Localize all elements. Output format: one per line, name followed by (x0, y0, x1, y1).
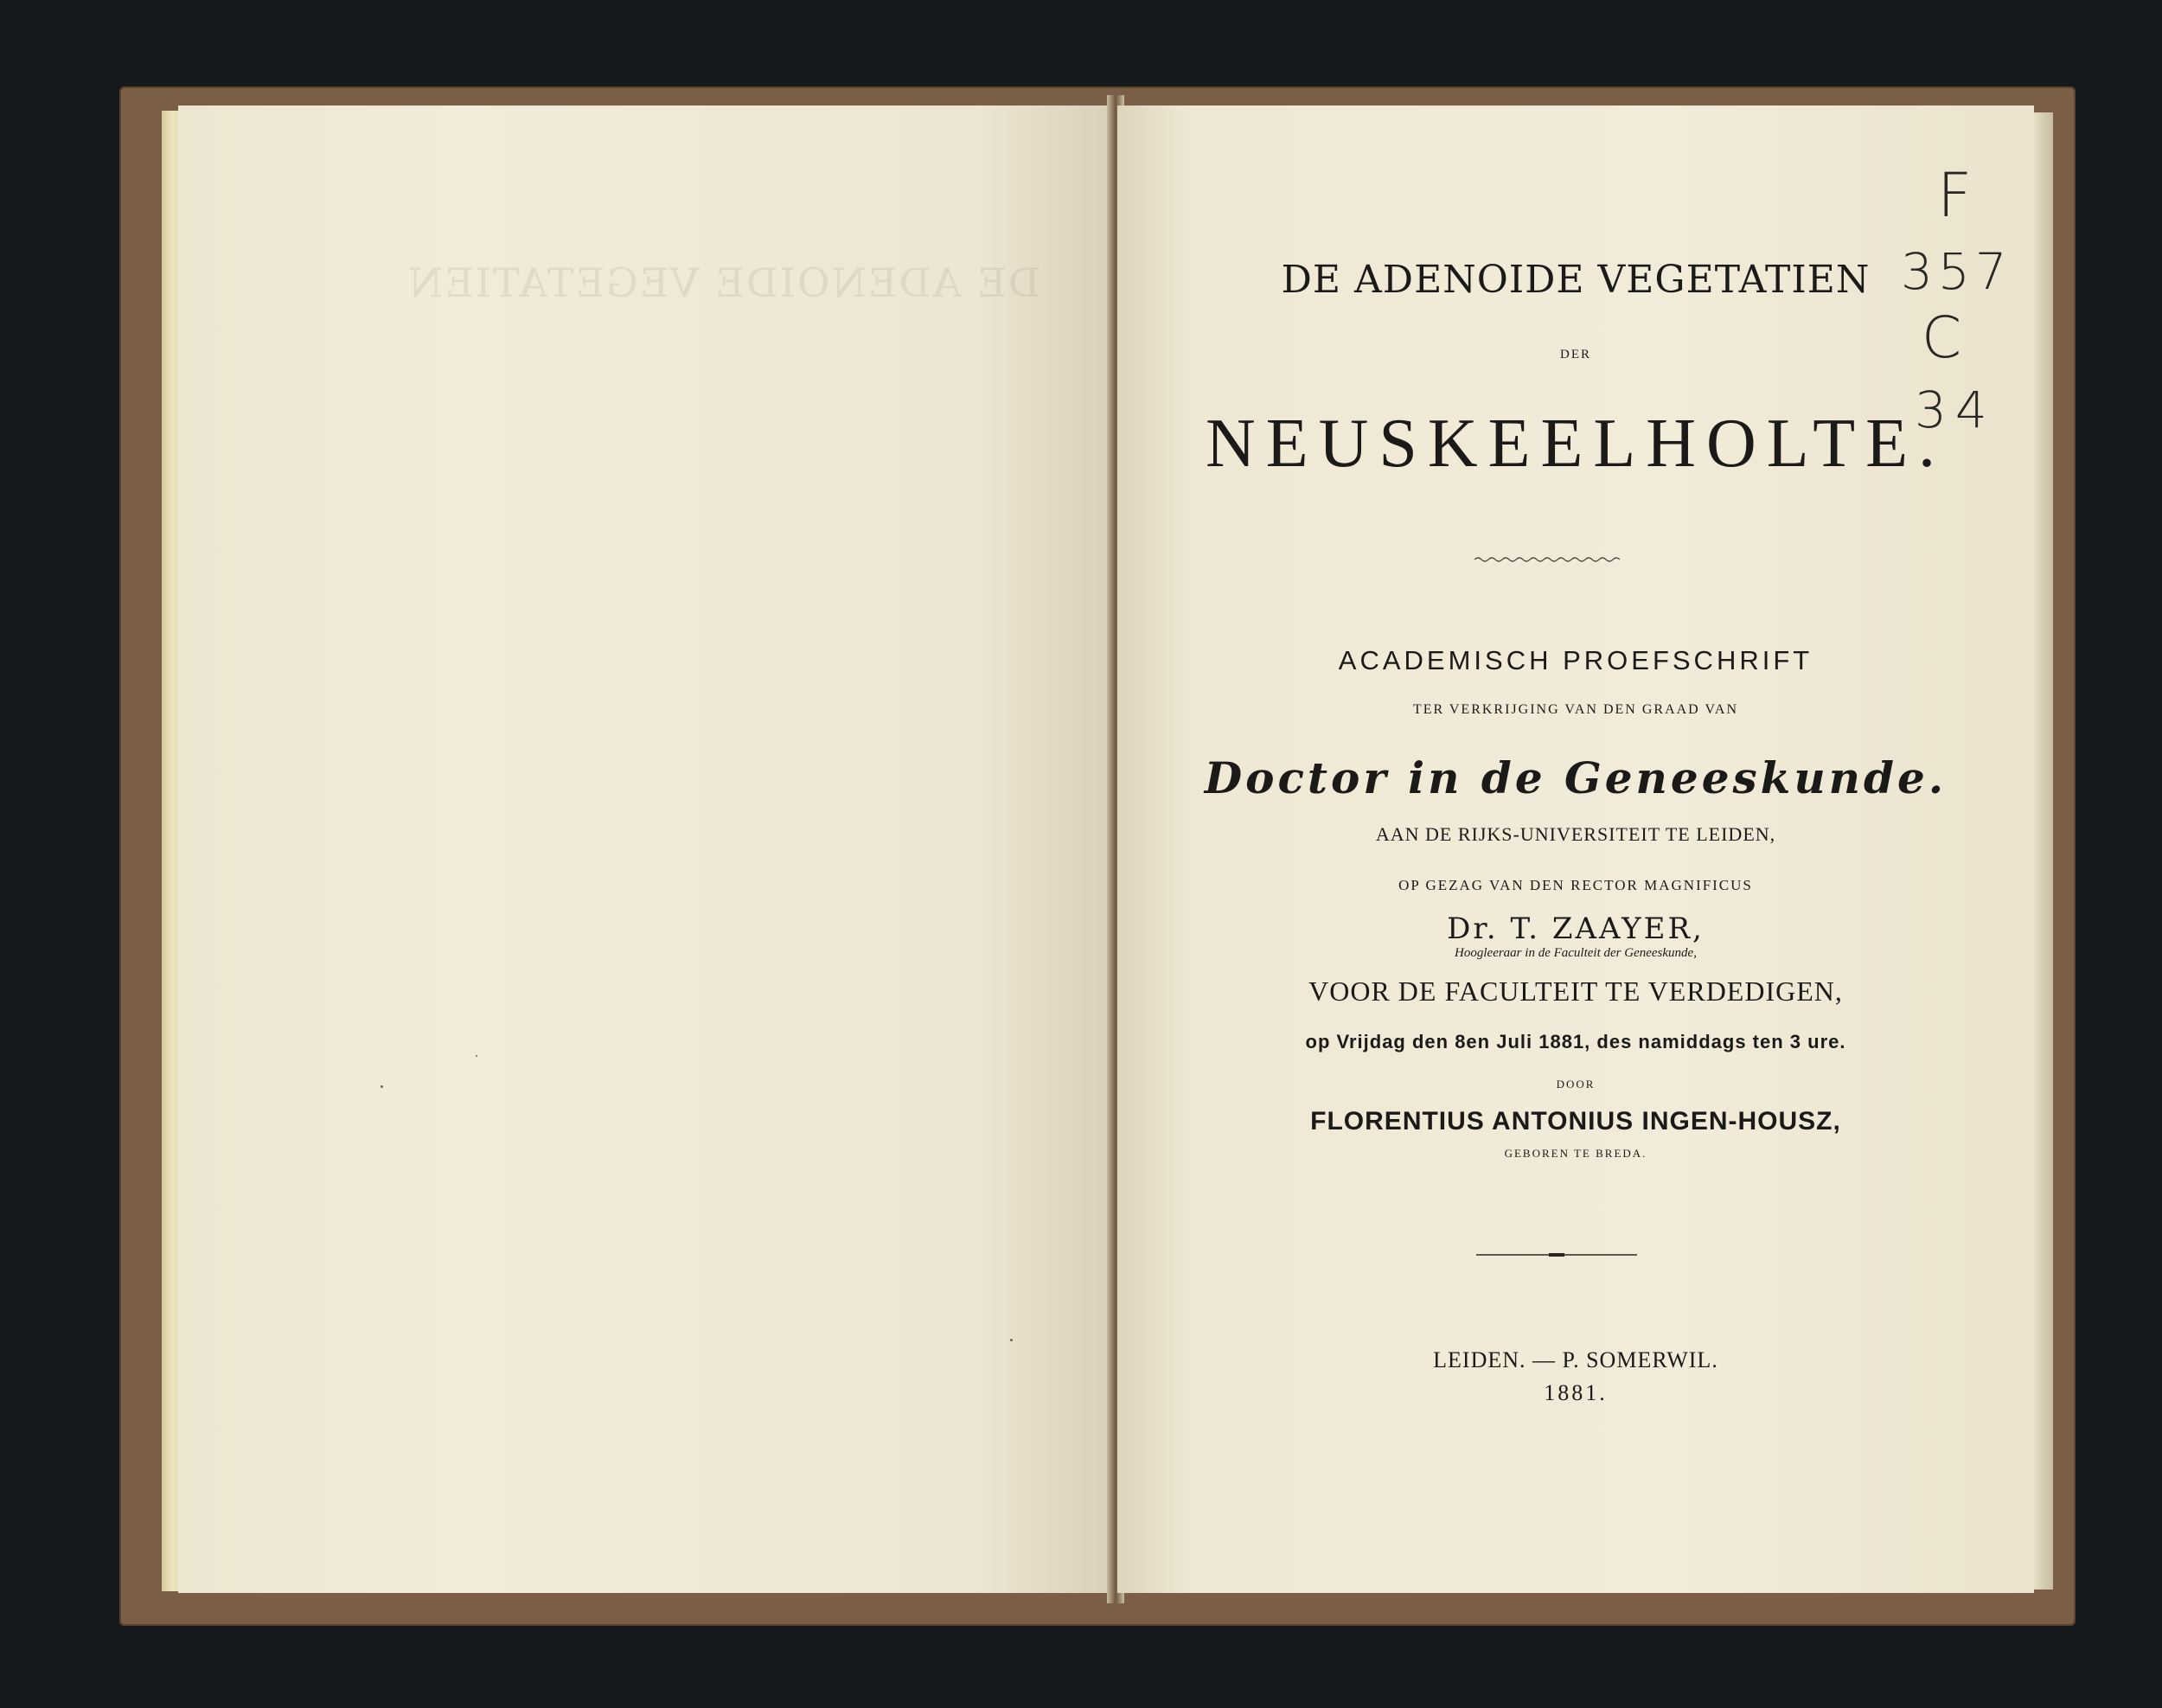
defense-date-line: op Vrijdag den 8en Juli 1881, des namiddags ten 3 ure. (1305, 1031, 1846, 1052)
right-page-edges (2034, 112, 2053, 1590)
imprint-year: 1881. (1544, 1380, 1608, 1405)
show-through-text: DE ADENOIDE VEGETATIEN (406, 259, 1040, 306)
wavy-ornament (1474, 556, 1620, 563)
imprint-line: LEIDEN. — P. SOMERWIL. (1433, 1347, 1718, 1372)
paper-speck (381, 1085, 383, 1088)
academisch-heading: ACADEMISCH PROEFSCHRIFT (1338, 645, 1813, 675)
shelfmark-line-3: C (1922, 304, 1962, 371)
ter-verkrijging-line: TER VERKRIJGING VAN DEN GRAAD VAN (1412, 702, 1739, 717)
main-title: NEUSKEELHOLTE. (1205, 406, 1947, 482)
paper-speck (476, 1055, 477, 1057)
door-label: DOOR (1556, 1078, 1596, 1091)
left-page (178, 106, 1116, 1593)
title-der: DER (1560, 348, 1591, 361)
divider-rule (1476, 1252, 1637, 1257)
birthplace-line: GEBOREN TE BREDA. (1504, 1147, 1647, 1160)
shelfmark-line-4: 34 (1915, 381, 1996, 439)
op-gezag-line: OP GEZAG VAN DEN RECTOR MAGNIFICUS (1398, 877, 1753, 893)
paper-speck (1010, 1339, 1013, 1341)
doctor-degree-blackletter: Doctor in de Geneeskunde. (1204, 752, 1948, 803)
rector-title: Hoogleeraar in de Faculteit der Geneeskunde, (1455, 946, 1697, 960)
rector-name: Dr. T. ZAAYER, (1447, 912, 1705, 946)
voor-de-faculteit-line: VOOR DE FACULTEIT TE VERDEDIGEN, (1308, 976, 1843, 1007)
title-line-1: DE ADENOIDE VEGETATIEN (1281, 258, 1871, 302)
university-line: AAN DE RIJKS-UNIVERSITEIT TE LEIDEN, (1375, 823, 1776, 845)
shelfmark-line-1: F (1937, 160, 1973, 231)
shelfmark-line-2: 357 (1901, 242, 2012, 301)
author-name: FLORENTIUS ANTONIUS INGEN-HOUSZ, (1310, 1107, 1841, 1135)
